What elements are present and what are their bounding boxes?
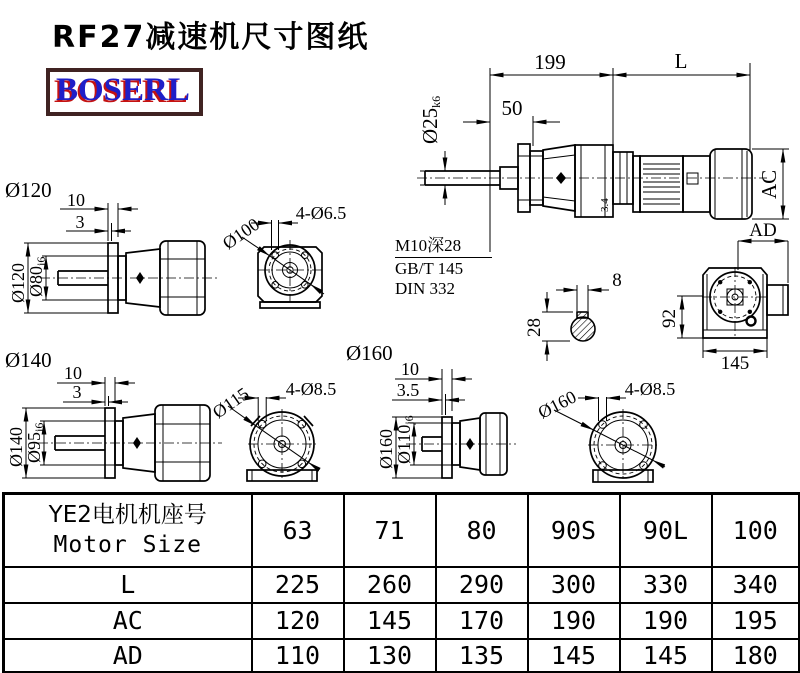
- note-gb-standard: GB/T 145: [395, 259, 464, 278]
- holes-4-8p5-label: 4-Ø8.5: [285, 379, 337, 399]
- ratio-mark-label: 3.4: [599, 198, 611, 212]
- drain-plug: [747, 317, 756, 326]
- dim-92-label: 92: [659, 309, 680, 328]
- L-value: 290: [436, 567, 528, 603]
- dia-160f-label: Ø160: [534, 386, 580, 423]
- AC-value: 120: [252, 603, 344, 639]
- L-value: 225: [252, 567, 344, 603]
- AD-value: 180: [712, 639, 800, 673]
- size-63: 63: [252, 494, 344, 567]
- gearmotor-outline: [417, 144, 767, 219]
- table-row-L: [4, 567, 800, 603]
- flange-140-label: Ø140: [5, 348, 52, 372]
- dia-140-label: Ø140: [6, 427, 26, 467]
- row-label-AC: AC: [4, 603, 252, 639]
- flange-140-outline: [38, 405, 222, 481]
- note-thread: M10深28: [395, 236, 492, 258]
- flange-160-dimensions: [376, 359, 472, 478]
- flange-160-front-view: [530, 379, 705, 485]
- header-en: Motor Size: [53, 532, 202, 559]
- dim-3-label: 3: [72, 382, 82, 402]
- rear-view: [640, 220, 800, 374]
- table-row-AC: [4, 603, 800, 639]
- table-row-AD: [4, 639, 800, 673]
- flange-160-side-view: [340, 343, 520, 491]
- tapped-hole-note: [395, 236, 492, 299]
- flange-120-side-view: [0, 175, 240, 347]
- dim-ac-label: AC: [757, 169, 781, 199]
- header-cn: YE2电机机座号: [48, 502, 207, 529]
- page-title: RF27减速机尺寸图纸: [52, 20, 370, 55]
- dim-8-label: 8: [612, 270, 622, 291]
- dim-10-label: 10: [401, 359, 419, 379]
- size-71: 71: [344, 494, 436, 567]
- dim-3-label: 3: [75, 212, 85, 232]
- flange-140-side-view: [0, 345, 240, 493]
- shaft-key-section: [520, 265, 640, 370]
- shaft-dia-label: Ø25k6: [418, 95, 443, 144]
- dim-10-label: 10: [67, 190, 85, 210]
- dia-110-label: Ø110j6: [394, 415, 416, 464]
- dia-95-label: Ø95j6: [24, 422, 46, 463]
- dim-28-label: 28: [524, 318, 545, 337]
- size-90L: 90L: [620, 494, 712, 567]
- dia-100-label: Ø100: [218, 213, 264, 254]
- main-dimensions: [418, 49, 789, 252]
- dim-ad-label: AD: [749, 220, 777, 241]
- brand-logo: BOSERL: [46, 68, 203, 116]
- AC-value: 195: [712, 603, 800, 639]
- dim-3p5-label: 3.5: [396, 380, 420, 400]
- header-motor-size-cell: [4, 494, 252, 567]
- L-value: 260: [344, 567, 436, 603]
- holes-4-6p5-label: 4-Ø6.5: [295, 203, 347, 223]
- flange-120-label: Ø120: [5, 178, 52, 202]
- note-din-standard: DIN 332: [395, 279, 455, 298]
- dia-115-label: Ø115: [208, 383, 253, 423]
- flange-160-label: Ø160: [346, 341, 393, 365]
- dim-145-label: 145: [720, 353, 750, 374]
- size-100: 100: [712, 494, 800, 567]
- rear-outline: [702, 267, 788, 339]
- dim-199-label: 199: [534, 50, 566, 74]
- dim-10-label: 10: [64, 363, 82, 383]
- dia-120-label: Ø120: [8, 263, 28, 303]
- AD-value: 110: [252, 639, 344, 673]
- AD-value: 135: [436, 639, 528, 673]
- L-value: 330: [620, 567, 712, 603]
- AC-value: 145: [344, 603, 436, 639]
- flange-120-outline: [40, 241, 218, 315]
- size-80: 80: [436, 494, 528, 567]
- terminal-box: [767, 285, 788, 315]
- flange-100-outline: [258, 240, 322, 308]
- flange-115-dimensions: [209, 379, 336, 469]
- row-label-AD: AD: [4, 639, 252, 673]
- AC-value: 190: [528, 603, 620, 639]
- holes-4-8p5-label: 4-Ø8.5: [624, 379, 676, 399]
- flange-115-front-view: [208, 379, 350, 485]
- AD-value: 145: [620, 639, 712, 673]
- dim-L-label: L: [674, 49, 688, 73]
- AC-value: 190: [620, 603, 712, 639]
- L-value: 300: [528, 567, 620, 603]
- AD-value: 145: [528, 639, 620, 673]
- flange-115-outline: [247, 409, 317, 481]
- AD-value: 130: [344, 639, 436, 673]
- AC-value: 170: [436, 603, 528, 639]
- motor-size-table: [2, 492, 800, 673]
- row-label-L: L: [4, 567, 252, 603]
- dia-160-label: Ø160: [376, 429, 396, 469]
- size-90S: 90S: [528, 494, 620, 567]
- table-header-row: [4, 494, 800, 567]
- dia-80-label: Ø80j6: [26, 256, 48, 297]
- flange-100-front-view: [220, 190, 350, 362]
- flange-100-dimensions: [219, 203, 346, 294]
- section-outline: [571, 312, 595, 341]
- section-dimensions: [524, 270, 622, 361]
- L-value: 340: [712, 567, 800, 603]
- dim-50-label: 50: [501, 96, 523, 120]
